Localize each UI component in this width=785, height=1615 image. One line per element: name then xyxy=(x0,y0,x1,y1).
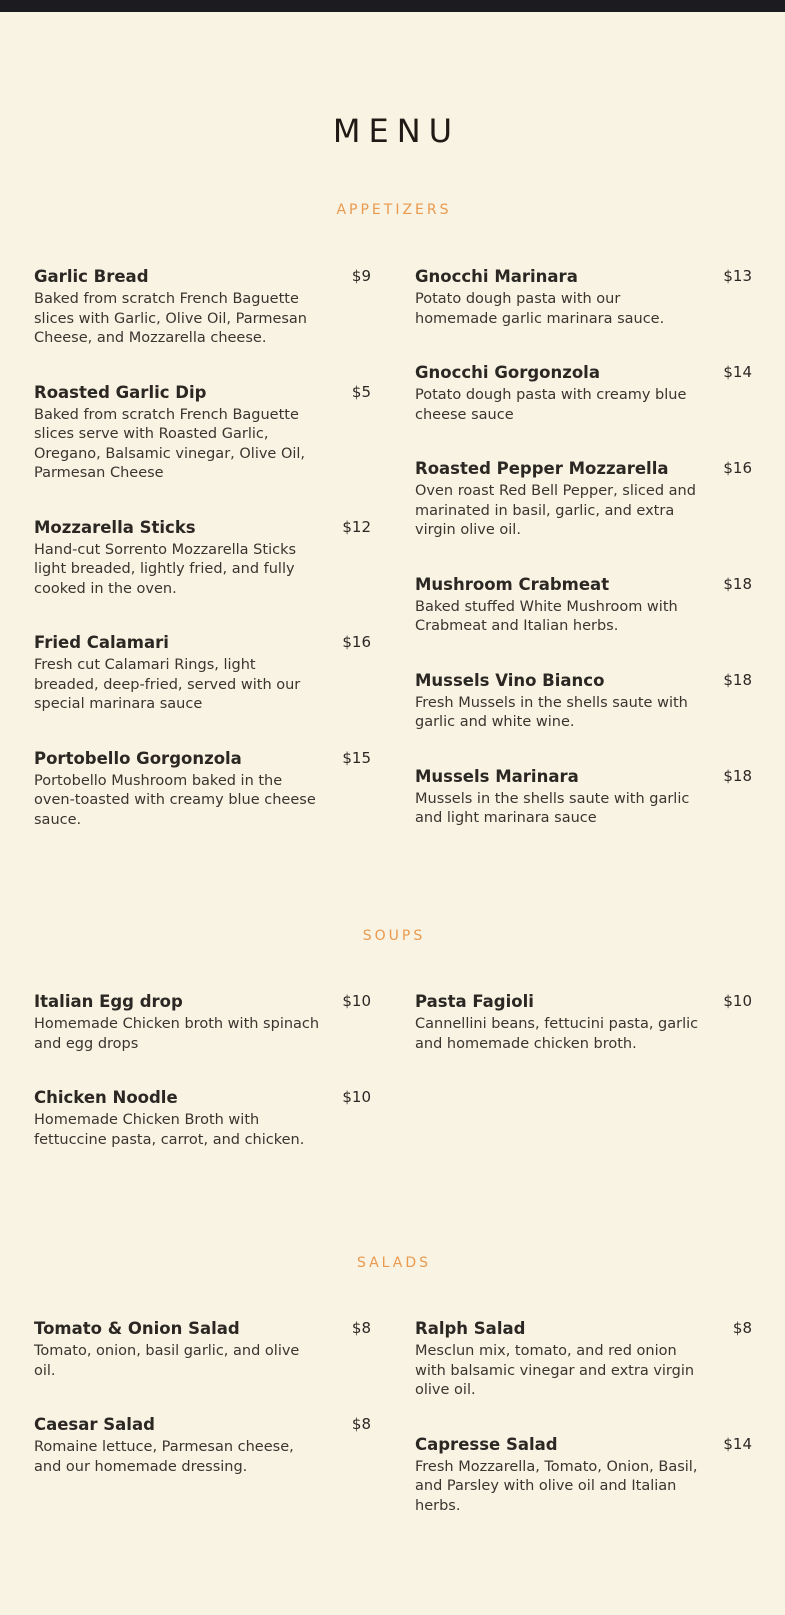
salads-right-column xyxy=(415,1318,752,1549)
menu-item xyxy=(415,670,752,733)
menu-item xyxy=(34,382,371,484)
item-description: Potato dough pasta with our homemade garlic marinara sauce. xyxy=(415,291,665,327)
item-description: Portobello Mushroom baked in the oven-toasted with creamy blue cheese sauce. xyxy=(34,772,316,828)
soups-left-column xyxy=(34,991,371,1183)
menu-item xyxy=(34,517,371,600)
item-description: Homemade Chicken Broth with fettuccine pasta, carrot, and chicken. xyxy=(34,1112,305,1148)
top-bar xyxy=(0,0,785,12)
item-price: $16 xyxy=(342,633,371,651)
item-price: $8 xyxy=(351,1415,371,1433)
menu-item xyxy=(415,991,752,1054)
menu-item xyxy=(415,574,752,637)
menu-item xyxy=(415,362,752,425)
item-price: $12 xyxy=(342,517,371,536)
menu-item xyxy=(34,1414,371,1477)
menu-item xyxy=(34,1087,371,1150)
menu-item xyxy=(34,748,371,831)
item-price: $15 xyxy=(342,748,371,767)
item-name: Portobello Gorgonzola xyxy=(34,748,242,768)
menu-item xyxy=(34,1318,371,1381)
item-name: Garlic Bread xyxy=(34,267,149,286)
item-description: Mesclun mix, tomato, and red onion with balsamic vinegar and extra virgin olive oil. xyxy=(415,1343,695,1398)
item-description: Hand-cut Sorrento Mozzarella Sticks light breaded, lightly fried, and fully cooked in the oven. xyxy=(34,541,297,597)
item-price: $10 xyxy=(342,992,371,1010)
salads-left-column xyxy=(34,1318,371,1510)
item-name: Ralph Salad xyxy=(415,1319,526,1338)
page-title: MENU xyxy=(332,112,461,150)
menu-item xyxy=(415,1434,752,1517)
menu-item xyxy=(415,766,752,829)
appetizers-right-column xyxy=(415,266,752,862)
item-name: Mussels Vino Bianco xyxy=(415,670,605,690)
item-price: $8 xyxy=(351,1319,371,1337)
item-name: Mussels Marinara xyxy=(415,766,579,786)
item-description: Oven roast Red Bell Pepper, sliced and marinated in basil, garlic, and extra virgin olive oil. xyxy=(415,483,696,538)
menu-item xyxy=(415,1318,752,1401)
item-description: Romaine lettuce, Parmesan cheese, and our homemade dressing. xyxy=(34,1439,294,1475)
item-name: Gnocchi Marinara xyxy=(415,267,578,286)
item-price: $8 xyxy=(732,1319,752,1337)
item-description: Mussels in the shells saute with garlic and light marinara sauce xyxy=(415,790,690,826)
item-description: Fresh Mussels in the shells saute with garlic and white wine. xyxy=(415,694,688,730)
item-name: Chicken Noodle xyxy=(34,1088,178,1107)
item-name: Caesar Salad xyxy=(34,1415,155,1434)
item-description: Baked stuffed White Mushroom with Crabmeat and Italian herbs. xyxy=(415,598,678,634)
menu-item xyxy=(415,458,752,541)
item-price: $14 xyxy=(723,1434,752,1453)
item-description: Baked from scratch French Baguette slices with Garlic, Olive Oil, Parmesan Cheese, and Mozzarella cheese. xyxy=(34,291,308,346)
item-description: Potato dough pasta with creamy blue cheese sauce xyxy=(415,387,687,423)
item-name: Roasted Garlic Dip xyxy=(34,382,207,402)
section-title-salads: SALADS xyxy=(356,1255,432,1271)
item-description: Baked from scratch French Baguette slices serve with Roasted Garlic, Oregano, Balsamic vinegar, Olive Oil, Parmesan Cheese xyxy=(34,406,306,481)
menu-item xyxy=(34,632,371,715)
menu-item xyxy=(34,991,371,1054)
item-price: $18 xyxy=(723,574,752,593)
soups-right-column xyxy=(415,991,752,1087)
item-price: $14 xyxy=(723,363,752,381)
item-name: Fried Calamari xyxy=(34,633,169,652)
item-name: Mozzarella Sticks xyxy=(34,517,196,537)
item-description: Tomato, onion, basil garlic, and olive oil. xyxy=(34,1343,300,1379)
menu-item xyxy=(415,266,752,329)
item-description: Fresh cut Calamari Rings, light breaded, deep-fried, served with our special marinara sauce xyxy=(34,657,301,712)
item-name: Roasted Pepper Mozzarella xyxy=(415,459,669,478)
item-name: Italian Egg drop xyxy=(34,992,183,1011)
item-name: Mushroom Crabmeat xyxy=(415,574,610,594)
item-description: Fresh Mozzarella, Tomato, Onion, Basil, and Parsley with olive oil and Italian herbs. xyxy=(415,1458,698,1514)
item-name: Pasta Fagioli xyxy=(415,992,534,1011)
item-price: $13 xyxy=(723,267,752,285)
section-title-appetizers: APPETIZERS xyxy=(336,202,452,218)
appetizers-left-column xyxy=(34,266,371,863)
item-price: $18 xyxy=(723,670,752,689)
item-description: Cannellini beans, fettucini pasta, garlic and homemade chicken broth. xyxy=(415,1016,699,1052)
menu-item xyxy=(34,266,371,349)
item-description: Homemade Chicken broth with spinach and egg drops xyxy=(34,1016,320,1052)
item-price: $16 xyxy=(723,459,752,477)
item-name: Gnocchi Gorgonzola xyxy=(415,363,600,382)
item-price: $9 xyxy=(351,267,371,285)
section-title-soups: SOUPS xyxy=(362,928,426,944)
item-price: $10 xyxy=(723,992,752,1010)
item-name: Capresse Salad xyxy=(415,1434,558,1454)
item-price: $10 xyxy=(342,1088,371,1106)
item-name: Tomato & Onion Salad xyxy=(34,1319,240,1338)
item-price: $5 xyxy=(351,382,371,401)
item-price: $18 xyxy=(723,766,752,785)
